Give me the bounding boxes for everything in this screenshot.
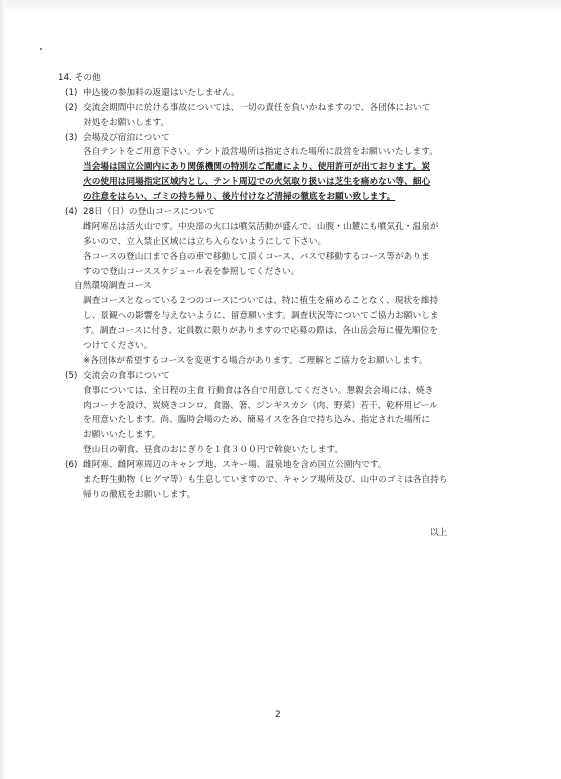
- page-number: 2: [275, 710, 281, 720]
- item-text-line: 雌阿寒岳は活火山です。中央部の火口は噴気活動が盛んで、山腹・山麓にも噴気孔・温泉が: [83, 221, 439, 232]
- item-text-line: 調査コースとなっている２つのコースについては、特に植生を痛めることなく、現状を維持: [83, 296, 439, 307]
- item-number: (2): [65, 102, 78, 113]
- emphasis-text-line: 火の使用は同場指定区域内とし、テント周辺での火気取り扱いは芝生を痛めない等、細心: [83, 177, 431, 188]
- scan-shadow-left: [0, 0, 6, 779]
- item-text-line: 各コースの登山口まで各自の車で移動して頂くコース、バスで移動するコース等がありま: [83, 251, 430, 262]
- item-title: 会場及び宿泊について: [83, 132, 170, 143]
- item-text-line: 登山日の朝食、昼食のおにぎりを１食３００円で斡旋いたします。: [83, 445, 344, 456]
- section-body: [58, 71, 508, 503]
- item-6: [58, 458, 508, 473]
- item-3: [58, 131, 508, 146]
- closing-text: 以上: [430, 528, 448, 538]
- item-text-line: す。調査コースに付き、定員数に限りがありますので応募の際は、各山岳会毎に優先順位を: [83, 326, 438, 337]
- item-text-line: すので登山コーススケジュール表を参照してください。: [83, 266, 300, 277]
- item-text: 申込後の参加料の返還はいたしません。: [83, 87, 241, 98]
- item-text-line: また野生動物（ヒグマ等）も生息していますので、キャンプ場所及び、山中のゴミは各自持ち: [83, 475, 448, 486]
- emphasis-text-line: 当会場は国立公園内にあり関係機関の特別なご配慮により、使用許可が出ております。炭: [83, 162, 431, 173]
- item-number: (6): [65, 460, 78, 471]
- item-text-line: を用意いたします。尚、臨時会場のため、簡易イスを各自で持ち込み、指定された場所に: [83, 415, 431, 426]
- scan-shadow-top: [0, 0, 561, 14]
- item-text-line: 各自テントをご用意下さい。テント設営場所は指定された場所に設営をお願いいたします。: [83, 147, 438, 158]
- item-text-line: し、景観への影響を与えないように、留意願います。調査状況等についてご協力お願いしま: [83, 311, 439, 322]
- item-text-line: 多いので、立入禁止区域には立ち入らないようにして下さい。: [83, 236, 327, 247]
- item-text-line: つけてください。: [83, 341, 153, 352]
- item-text-line: 帰りの徹底をお願いします。: [83, 489, 196, 500]
- item-number: (4): [65, 207, 78, 218]
- item-text: 交流会期間中に於ける事故については、一切の責任を負いかねますので、各団体において: [83, 102, 431, 113]
- item-text-line: 食事については、全日程の主食 行動食は各自で用意してください。懇親会会場には、焼き: [83, 385, 434, 396]
- item-number: (3): [65, 132, 78, 143]
- note-line: ※各団体が希望するコースを変更する場合があります。ご理解とご協力をお願いします。: [83, 355, 428, 366]
- item-2: [58, 101, 508, 116]
- item-number: (5): [65, 370, 78, 381]
- item-4: [58, 205, 508, 220]
- item-text-line: お願いいたします。: [83, 430, 161, 441]
- item-title: 28日（日）の登山コースについて: [83, 207, 216, 218]
- scan-speck: [40, 48, 42, 50]
- section-heading: 14. その他: [58, 73, 101, 83]
- item-5: [58, 369, 508, 384]
- item-title: 交流会の食事について: [83, 370, 170, 381]
- sub-heading: 自然環境調査コース: [74, 281, 152, 292]
- item-number: (1): [65, 87, 78, 98]
- item-text-line: 肉コーナを設け、炭焼きコンロ、食器、箸、ジンギスカン（肉、野菜）若干、乾杯用ビール: [83, 400, 438, 411]
- item-text: 雌阿寒、雌阿寒周辺のキャンプ地、スキー場、温泉地を含め国立公園内です。: [83, 460, 387, 471]
- emphasis-text-line: の注意をはらい、ゴミの持ち帰り、後片付けなど清掃の徹底をお願い致します。: [83, 192, 396, 203]
- item-1: [58, 86, 508, 101]
- item-text-line: 対処をお願いします。: [83, 117, 170, 128]
